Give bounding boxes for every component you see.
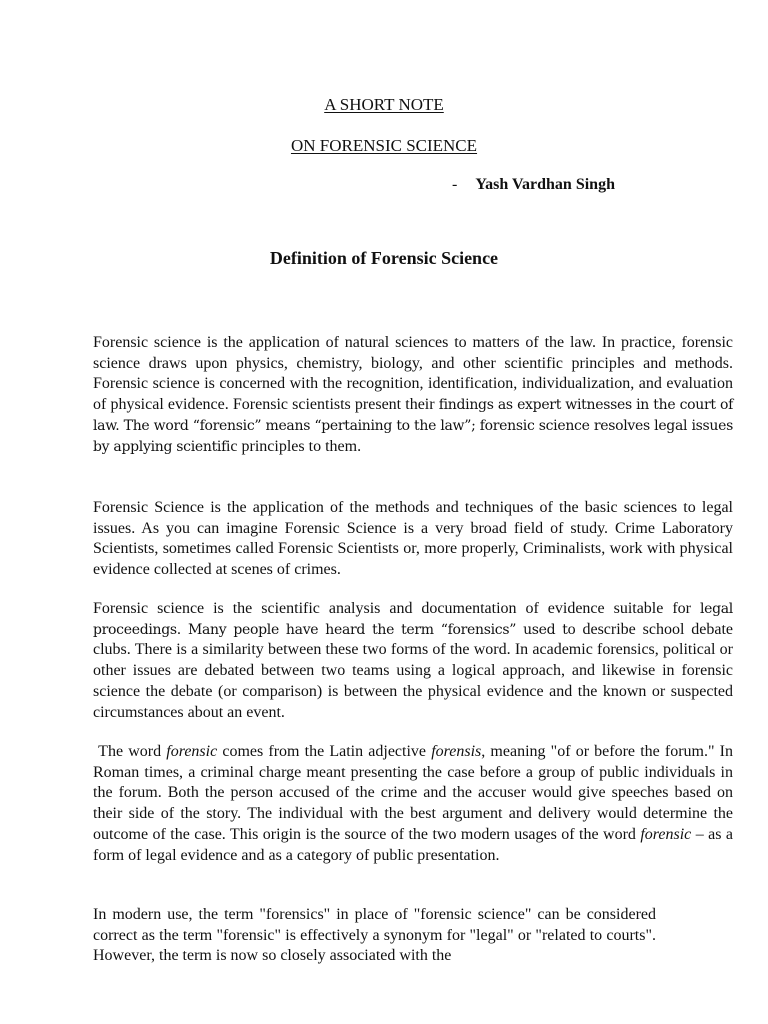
paragraph-3-text-b: legal proceedings. Many people have heard the term “forensics” used t (93, 601, 733, 638)
author-name: Yash Vardhan Singh (475, 176, 615, 193)
paragraph-1-text-a: Forensic science is the application of natural sciences to matters of the law. In practice, forensic science draws upon physics, chemistry, biology, and other scientific principles and methods. Forensic science is concerned with the recognition, identification, individualization, and evaluation of physical evidence. Forensic scientists present their (93, 334, 733, 414)
paragraph-1 (93, 333, 733, 457)
paragraph-4-text-g: – as a form of legal evidence and as a category of public presentation. (93, 825, 733, 864)
paragraph-4-italic-forensis: forensis (431, 743, 482, 760)
paragraph-1-text-b: findings as expert witnesses in the court of law. The word “forensic” means “pertaining to the law”; forensic science resolves legal issues by applying scientif (93, 397, 733, 455)
author-line (452, 176, 615, 194)
paragraph-4 (93, 742, 733, 866)
paragraph-2: Forensic Science is the application of the methods and techniques of the basic sciences to legal issues. As you can imagine Forensic Science is a very broad field of study. Crime Laboratory Scientists, sometimes called Forensic Scientists or, more properly, Criminalists, work with physical evidence collected at scenes of crimes. (93, 499, 733, 579)
paragraph-3-text-a: Forensic science is the scientific analysis and documentation of evidence suitable for (93, 600, 700, 617)
paragraph-3 (93, 599, 733, 723)
document-title-line-1: A SHORT NOTE (324, 95, 444, 114)
document-title-line-2: ON FORENSIC SCIENCE (290, 136, 478, 155)
paragraph-4-text-c: comes from the Latin adjective (217, 743, 432, 760)
paragraph-1-text-c: ic principles to them. (225, 437, 362, 455)
paragraph-4-italic-forensic: forensic (166, 743, 218, 760)
author-dash: - (452, 176, 458, 193)
section-heading: Definition of Forensic Science (269, 248, 499, 268)
paragraph-4-italic-forensic-2: forensic (640, 825, 692, 843)
paragraph-5: In modern use, the term "forensics" in place of "forensic science" can be considered correct as the term "forensic" is effectively a synonym for "legal" or "related to courts". However, the term is now so closely associated with the (93, 906, 656, 965)
paragraph-4-text-e: , meaning "of or before the forum." In Roman times, a criminal charge meant presenting the case before a group of public individuals in the forum. Both the person accused of the crime and the accuser would give speeches based on their side of the story. The individual with the best argument and delivery would determine the outcome of the case. This origin is the source of the two modern usages of the word (93, 743, 734, 843)
paragraph-4-text-a: The word (93, 743, 167, 760)
paragraph-3-text-c: o describe school debate clubs. There is a similarity between these two forms of the word. In academic forensics, political or other issues are debated between two teams using a logical approach, and likewise in forensic science the debate (or comparison) is between the physical evidence and the known or suspected circumstances about an event. (93, 620, 733, 721)
